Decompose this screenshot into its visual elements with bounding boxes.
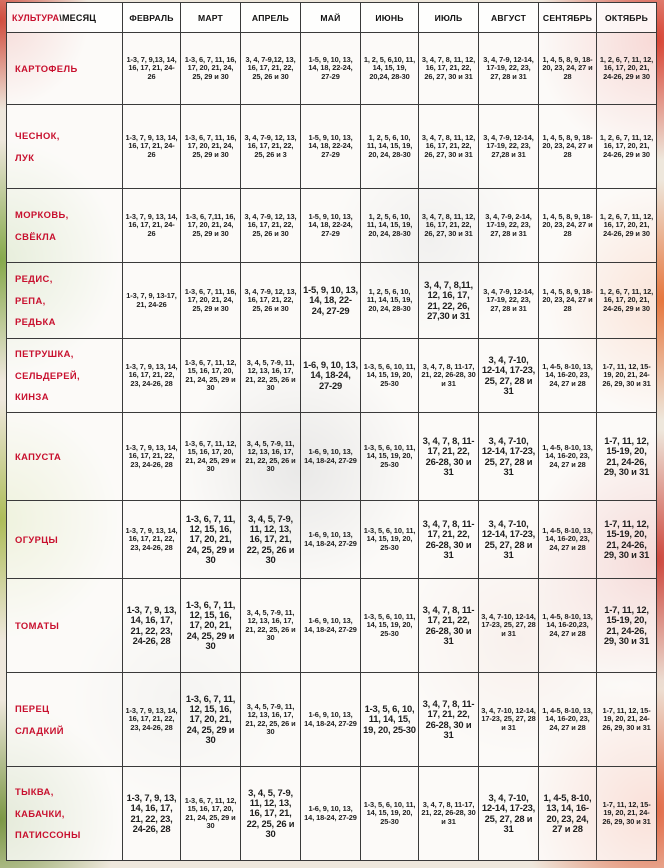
planting-days-cell: 1, 4-5, 8-10, 13, 14, 16-20, 23, 24, 27 и 28 [539, 339, 597, 413]
crop-name-cell [7, 339, 123, 413]
crop-name: СЛАДКИЙ [15, 724, 64, 736]
crop-name: ЧЕСНОК, [15, 130, 60, 141]
planting-days-cell: 1, 4-5, 8-10, 13, 14, 16-20, 23, 24, 27 и 28 [539, 767, 597, 861]
planting-days-cell: 1-3, 7, 9, 13, 14, 16, 17, 21, 22, 23, 24-26, 28 [123, 501, 181, 579]
planting-days-cell: 1-5, 9, 10, 13, 14, 18, 22-24, 27-29 [301, 105, 361, 189]
planting-days-cell: 1-3, 6, 7,11, 16, 17, 20, 21, 24, 25, 29 и 30 [181, 189, 241, 263]
crop-name: ТЫКВА, [15, 786, 54, 798]
planting-days-cell: 1-3, 7, 9, 13, 14, 16, 17, 21, 22, 23, 24-26, 28 [123, 339, 181, 413]
month-header-september: СЕНТЯБРЬ [539, 3, 597, 33]
crop-row [7, 339, 657, 413]
planting-days-cell: 1-3, 6, 7, 11, 12, 15, 16, 17, 20, 21, 24, 25, 29 и 30 [181, 767, 241, 861]
planting-days-cell: 1-6, 9, 10, 13, 14, 18-24, 27-29 [301, 579, 361, 673]
planting-days-cell: 1-3, 7, 9, 13, 14, 16, 17, 21, 22, 23, 24-26, 28 [123, 413, 181, 501]
planting-days-cell: 3, 4, 7-10, 12-14, 17-23, 25, 27, 28 и 31 [479, 673, 539, 767]
planting-days-cell: 1, 4, 5, 8, 9, 18-20, 23, 24, 27 и 28 [539, 105, 597, 189]
month-header-may: МАЙ [301, 3, 361, 33]
planting-days-cell: 3, 4, 7, 8, 11-17, 21, 22, 26-28, 30 и 31 [419, 501, 479, 579]
planting-days-cell: 1-6, 9, 10, 13, 14, 18-24, 27-29 [301, 767, 361, 861]
month-header-june: ИЮНЬ [361, 3, 419, 33]
crop-name: ЛУК [15, 151, 35, 163]
crop-row [7, 767, 657, 861]
planting-days-cell: 1, 4-5, 8-10, 13, 14, 16-20,23, 24, 27 и 28 [539, 579, 597, 673]
planting-days-cell: 1-3, 6, 7, 11, 12, 15, 16, 17, 20, 21, 24, 25, 29 и 30 [181, 673, 241, 767]
planting-days-cell: 3, 4, 7, 8, 11-17, 21, 22, 26-28, 30 и 31 [419, 579, 479, 673]
planting-days-cell: 1-3, 5, 6, 10, 11, 14, 15, 19, 20, 25-30 [361, 413, 419, 501]
planting-days-cell: 3, 4, 7-9, 12, 13, 16, 17, 21, 22, 25, 26 и 30 [241, 263, 301, 339]
crop-month-corner-header [7, 3, 123, 33]
planting-days-cell: 1-3, 5, 6, 10, 11, 14, 15, 19, 20, 25-30 [361, 673, 419, 767]
planting-days-cell: 3, 4, 5, 7-9, 11, 12, 13, 16, 17, 21, 22, 25, 26 и 30 [241, 673, 301, 767]
planting-days-cell: 1, 2, 5, 6, 10, 11, 14, 15, 19, 20, 24, 28-30 [361, 263, 419, 339]
planting-days-cell: 3, 4, 7-10, 12-14, 17-23, 25, 27, 28 и 31 [479, 501, 539, 579]
planting-days-cell: 3, 4, 7-10, 12-14, 17-23, 25, 27, 28 и 31 [479, 579, 539, 673]
month-header-july: ИЮЛЬ [419, 3, 479, 33]
planting-days-cell: 1, 2, 5, 6, 10, 11, 14, 15, 19, 20, 24, 28-30 [361, 189, 419, 263]
crop-name: КАРТОФЕЛЬ [15, 62, 78, 74]
crop-name: КИНЗА [15, 391, 49, 403]
planting-days-cell: 1, 4, 5, 8, 9, 18-20, 23, 24, 27 и 28 [539, 263, 597, 339]
planting-days-cell: 1-3, 7, 9, 13, 14, 16, 17, 21, 22, 23, 24-26, 28 [123, 673, 181, 767]
crop-name: СЕЛЬДЕРЕЙ, [15, 369, 80, 381]
crop-name-cell [7, 767, 123, 861]
planting-days-cell: 3, 4, 7, 8, 11, 12, 16, 17, 21, 22, 26, 27, 30 и 31 [419, 189, 479, 263]
planting-days-cell: 1-6, 9, 10, 13, 14, 18-24, 27-29 [301, 501, 361, 579]
planting-days-cell: 3, 4, 5, 7-9, 11, 12, 13, 16, 17, 21, 22, 25, 26 и 30 [241, 579, 301, 673]
planting-days-cell: 3, 4, 7-9,12, 13, 16, 17, 21, 22, 25, 26 и 30 [241, 33, 301, 105]
crop-name-cell [7, 413, 123, 501]
planting-days-cell: 3, 4, 7, 8, 11-17, 21, 22, 26-28, 30 и 31 [419, 413, 479, 501]
planting-days-cell: 1-5, 9, 10, 13, 14, 18, 22-24, 27-29 [301, 189, 361, 263]
crop-name: СВЁКЛА [15, 230, 57, 242]
calendar-body [7, 33, 657, 861]
planting-days-cell: 1-3, 7, 9, 13, 14, 16, 17, 21, 22, 23, 24-26, 28 [123, 767, 181, 861]
planting-days-cell: 3, 4, 7, 8, 11, 12, 16, 17, 21, 22, 26, 27, 30 и 31 [419, 105, 479, 189]
planting-days-cell: 1, 4-5, 8-10, 13, 14, 16-20, 23, 24, 27 и 28 [539, 501, 597, 579]
crop-name: ПЕТРУШКА, [15, 348, 74, 360]
planting-days-cell: 3, 4, 7-10, 12-14, 17-23, 25, 27, 28 и 31 [479, 413, 539, 501]
planting-days-cell: 3, 4, 7, 8, 11-17, 21, 22, 26-28, 30 и 31 [419, 673, 479, 767]
planting-days-cell: 1-3, 7, 9, 13, 14, 16, 17, 21, 22, 23, 24-26, 28 [123, 579, 181, 673]
crop-name-cell [7, 579, 123, 673]
crop-name-cell [7, 105, 123, 189]
crop-row [7, 33, 657, 105]
planting-days-cell: 1-5, 9, 10, 13, 14, 18, 22-24, 27-29 [301, 263, 361, 339]
planting-days-cell: 1, 2, 5, 6, 10, 11, 14, 15, 19, 20, 24, 28-30 [361, 105, 419, 189]
planting-days-cell: 3, 4, 5, 7-9, 11, 12, 13, 16, 17, 21, 22, 25, 26 и 30 [241, 413, 301, 501]
planting-days-cell: 1-3, 6, 7, 11, 16, 17, 20, 21, 24, 25, 29 и 30 [181, 105, 241, 189]
month-header-february: ФЕВРАЛЬ [123, 3, 181, 33]
crop-name: ПЕРЕЦ [15, 703, 50, 714]
planting-days-cell: 3, 4, 7, 8, 11-17, 21, 22, 26-28, 30 и 31 [419, 339, 479, 413]
planting-days-cell: 3, 4, 7, 8, 11, 12, 16, 17, 21, 22, 26, 27, 30 и 31 [419, 33, 479, 105]
crop-name: РЕПА, [15, 294, 46, 306]
crop-name: ОГУРЦЫ [15, 533, 59, 545]
planting-days-cell: 1-3, 6, 7, 11, 12, 15, 16, 17, 20, 21, 24, 25, 29 и 30 [181, 413, 241, 501]
month-header-march: МАРТ [181, 3, 241, 33]
calendar-header [7, 3, 657, 33]
planting-days-cell: 1-3, 7, 9,13, 14, 16, 17, 21, 24-26 [123, 33, 181, 105]
planting-days-cell: 1, 2, 6, 7, 11, 12, 16, 17, 20, 21, 24-26, 29 и 30 [597, 105, 657, 189]
month-header-april: АПРЕЛЬ [241, 3, 301, 33]
crop-name-cell [7, 263, 123, 339]
crop-name: МОРКОВЬ, [15, 209, 69, 220]
planting-days-cell: 3, 4, 7-9, 12-14, 17-19, 22, 23, 27, 28 и 31 [479, 33, 539, 105]
header-row [7, 3, 657, 33]
planting-days-cell: 3, 4, 7-9, 12-14, 17-19, 22, 23, 27, 28 и 31 [479, 263, 539, 339]
planting-days-cell: 1-6, 9, 10, 13, 14, 18-24, 27-29 [301, 339, 361, 413]
planting-days-cell: 3, 4, 7-10, 12-14, 17-23, 25, 27, 28 и 31 [479, 767, 539, 861]
crop-row [7, 413, 657, 501]
planting-days-cell: 1-3, 7, 9, 13-17, 21, 24-26 [123, 263, 181, 339]
planting-days-cell: 1, 4, 5, 8, 9, 18-20, 23, 24, 27 и 28 [539, 33, 597, 105]
crop-name: КАБАЧКИ, [15, 807, 65, 819]
planting-days-cell: 1-3, 6, 7, 11, 12, 15, 16, 17, 20, 21, 24, 25, 29 и 30 [181, 579, 241, 673]
crop-name-cell [7, 501, 123, 579]
planting-days-cell: 1-3, 6, 7, 11, 16, 17, 20, 21, 24, 25, 29 и 30 [181, 263, 241, 339]
planting-days-cell: 1-7, 11, 12, 15-19, 20, 21, 24-26, 29, 30 и 31 [597, 501, 657, 579]
planting-days-cell: 1-6, 9, 10, 13, 14, 18-24, 27-29 [301, 413, 361, 501]
planting-days-cell: 1, 4, 5, 8, 9, 18-20, 23, 24, 27 и 28 [539, 189, 597, 263]
planting-days-cell: 3, 4, 7-9, 12, 13, 16, 17, 21, 22, 25, 26 и 30 [241, 189, 301, 263]
planting-days-cell: 3, 4, 7-9, 12, 13, 16, 17, 21, 22, 25, 26 и 3 [241, 105, 301, 189]
planting-days-cell: 1-5, 9, 10, 13, 14, 18, 22-24, 27-29 [301, 33, 361, 105]
crop-name: РЕДИС, [15, 273, 53, 285]
crop-row [7, 189, 657, 263]
planting-days-cell: 3, 4, 5, 7-9, 11, 12, 13, 16, 17, 21, 22, 25, 26 и 30 [241, 339, 301, 413]
planting-days-cell: 3, 4, 7-9, 12-14, 17-19, 22, 23, 27,28 и 31 [479, 105, 539, 189]
planting-days-cell: 1, 2, 6, 7, 11, 12, 16, 17, 20, 21, 24-26, 29 и 30 [597, 33, 657, 105]
planting-days-cell: 1, 2, 6, 7, 11, 12, 16, 17, 20, 21, 24-26, 29 и 30 [597, 189, 657, 263]
planting-days-cell: 1-7, 11, 12, 15-19, 20, 21, 24-26, 29, 30 и 31 [597, 673, 657, 767]
planting-days-cell: 1-7, 11, 12, 15-19, 20, 21, 24-26, 29, 30 и 31 [597, 339, 657, 413]
planting-days-cell: 3, 4, 5, 7-9, 11, 12, 13, 16, 17, 21, 22, 25, 26 и 30 [241, 501, 301, 579]
planting-days-cell: 1-3, 6, 7, 11, 12, 15, 16, 17, 20, 21, 24, 25, 29 и 30 [181, 501, 241, 579]
planting-days-cell: 1-7, 11, 12, 15-19, 20, 21, 24-26, 29, 30 и 31 [597, 579, 657, 673]
planting-days-cell: 1-3, 5, 6, 10, 11, 14, 15, 19, 20, 25-30 [361, 767, 419, 861]
crop-name-cell [7, 189, 123, 263]
planting-days-cell: 1-7, 11, 12, 15-19, 20, 21, 24-26, 29, 30 и 31 [597, 413, 657, 501]
crop-name-cell [7, 673, 123, 767]
planting-days-cell: 1-3, 5, 6, 10, 11, 14, 15, 19, 20, 25-30 [361, 579, 419, 673]
planting-days-cell: 1, 4-5, 8-10, 13, 14, 16-20, 23, 24, 27 и 28 [539, 673, 597, 767]
crop-name: РЕДЬКА [15, 316, 56, 328]
planting-days-cell: 3, 4, 7, 8,11, 12, 16, 17, 21, 22, 26, 27,30 и 31 [419, 263, 479, 339]
planting-days-cell: 1-3, 5, 6, 10, 11, 14, 15, 19, 20, 25-30 [361, 339, 419, 413]
planting-days-cell: 1-3, 7, 9, 13, 14, 16, 17, 21, 24-26 [123, 105, 181, 189]
crop-column-label: КУЛЬТУРА [12, 12, 60, 23]
planting-days-cell: 3, 4, 7, 8, 11-17, 21, 22, 26-28, 30 и 31 [419, 767, 479, 861]
planting-days-cell: 1-7, 11, 12, 15-19, 20, 21, 24-26, 29, 30 и 31 [597, 767, 657, 861]
crop-name: ТОМАТЫ [15, 619, 60, 631]
crop-row [7, 501, 657, 579]
crop-row [7, 673, 657, 767]
crop-name: ПАТИССОНЫ [15, 829, 81, 841]
crop-name-cell [7, 33, 123, 105]
planting-days-cell: 3, 4, 5, 7-9, 11, 12, 13, 16, 17, 21, 22, 25, 26 и 30 [241, 767, 301, 861]
crop-row [7, 263, 657, 339]
planting-days-cell: 1-3, 7, 9, 13, 14, 16, 17, 21, 24-26 [123, 189, 181, 263]
month-header-august: АВГУСТ [479, 3, 539, 33]
planting-days-cell: 1-3, 5, 6, 10, 11, 14, 15, 19, 20, 25-30 [361, 501, 419, 579]
planting-days-cell: 1-3, 6, 7, 11, 16, 17, 20, 21, 24, 25, 29 и 30 [181, 33, 241, 105]
crop-row [7, 579, 657, 673]
month-column-label: \МЕСЯЦ [59, 12, 97, 23]
planting-days-cell: 1-6, 9, 10, 13, 14, 18-24, 27-29 [301, 673, 361, 767]
planting-days-cell: 1, 4-5, 8-10, 13, 14, 16-20, 23, 24, 27 и 28 [539, 413, 597, 501]
planting-days-cell: 3, 4, 7-10, 12-14, 17-23, 25, 27, 28 и 31 [479, 339, 539, 413]
planting-days-cell: 3, 4, 7-9, 2-14, 17-19, 22, 23, 27, 28 и 31 [479, 189, 539, 263]
planting-days-cell: 1-3, 6, 7, 11, 12, 15, 16, 17, 20, 21, 24, 25, 29 и 30 [181, 339, 241, 413]
crop-row [7, 105, 657, 189]
month-header-october: ОКТЯБРЬ [597, 3, 657, 33]
crop-name: КАПУСТА [15, 450, 62, 462]
planting-days-cell: 1, 2, 6, 7, 11, 12, 16, 17, 20, 21, 24-26, 29 и 30 [597, 263, 657, 339]
planting-calendar-table [6, 2, 657, 861]
planting-days-cell: 1, 2, 5, 6,10, 11, 14, 15, 19, 20,24, 28-30 [361, 33, 419, 105]
